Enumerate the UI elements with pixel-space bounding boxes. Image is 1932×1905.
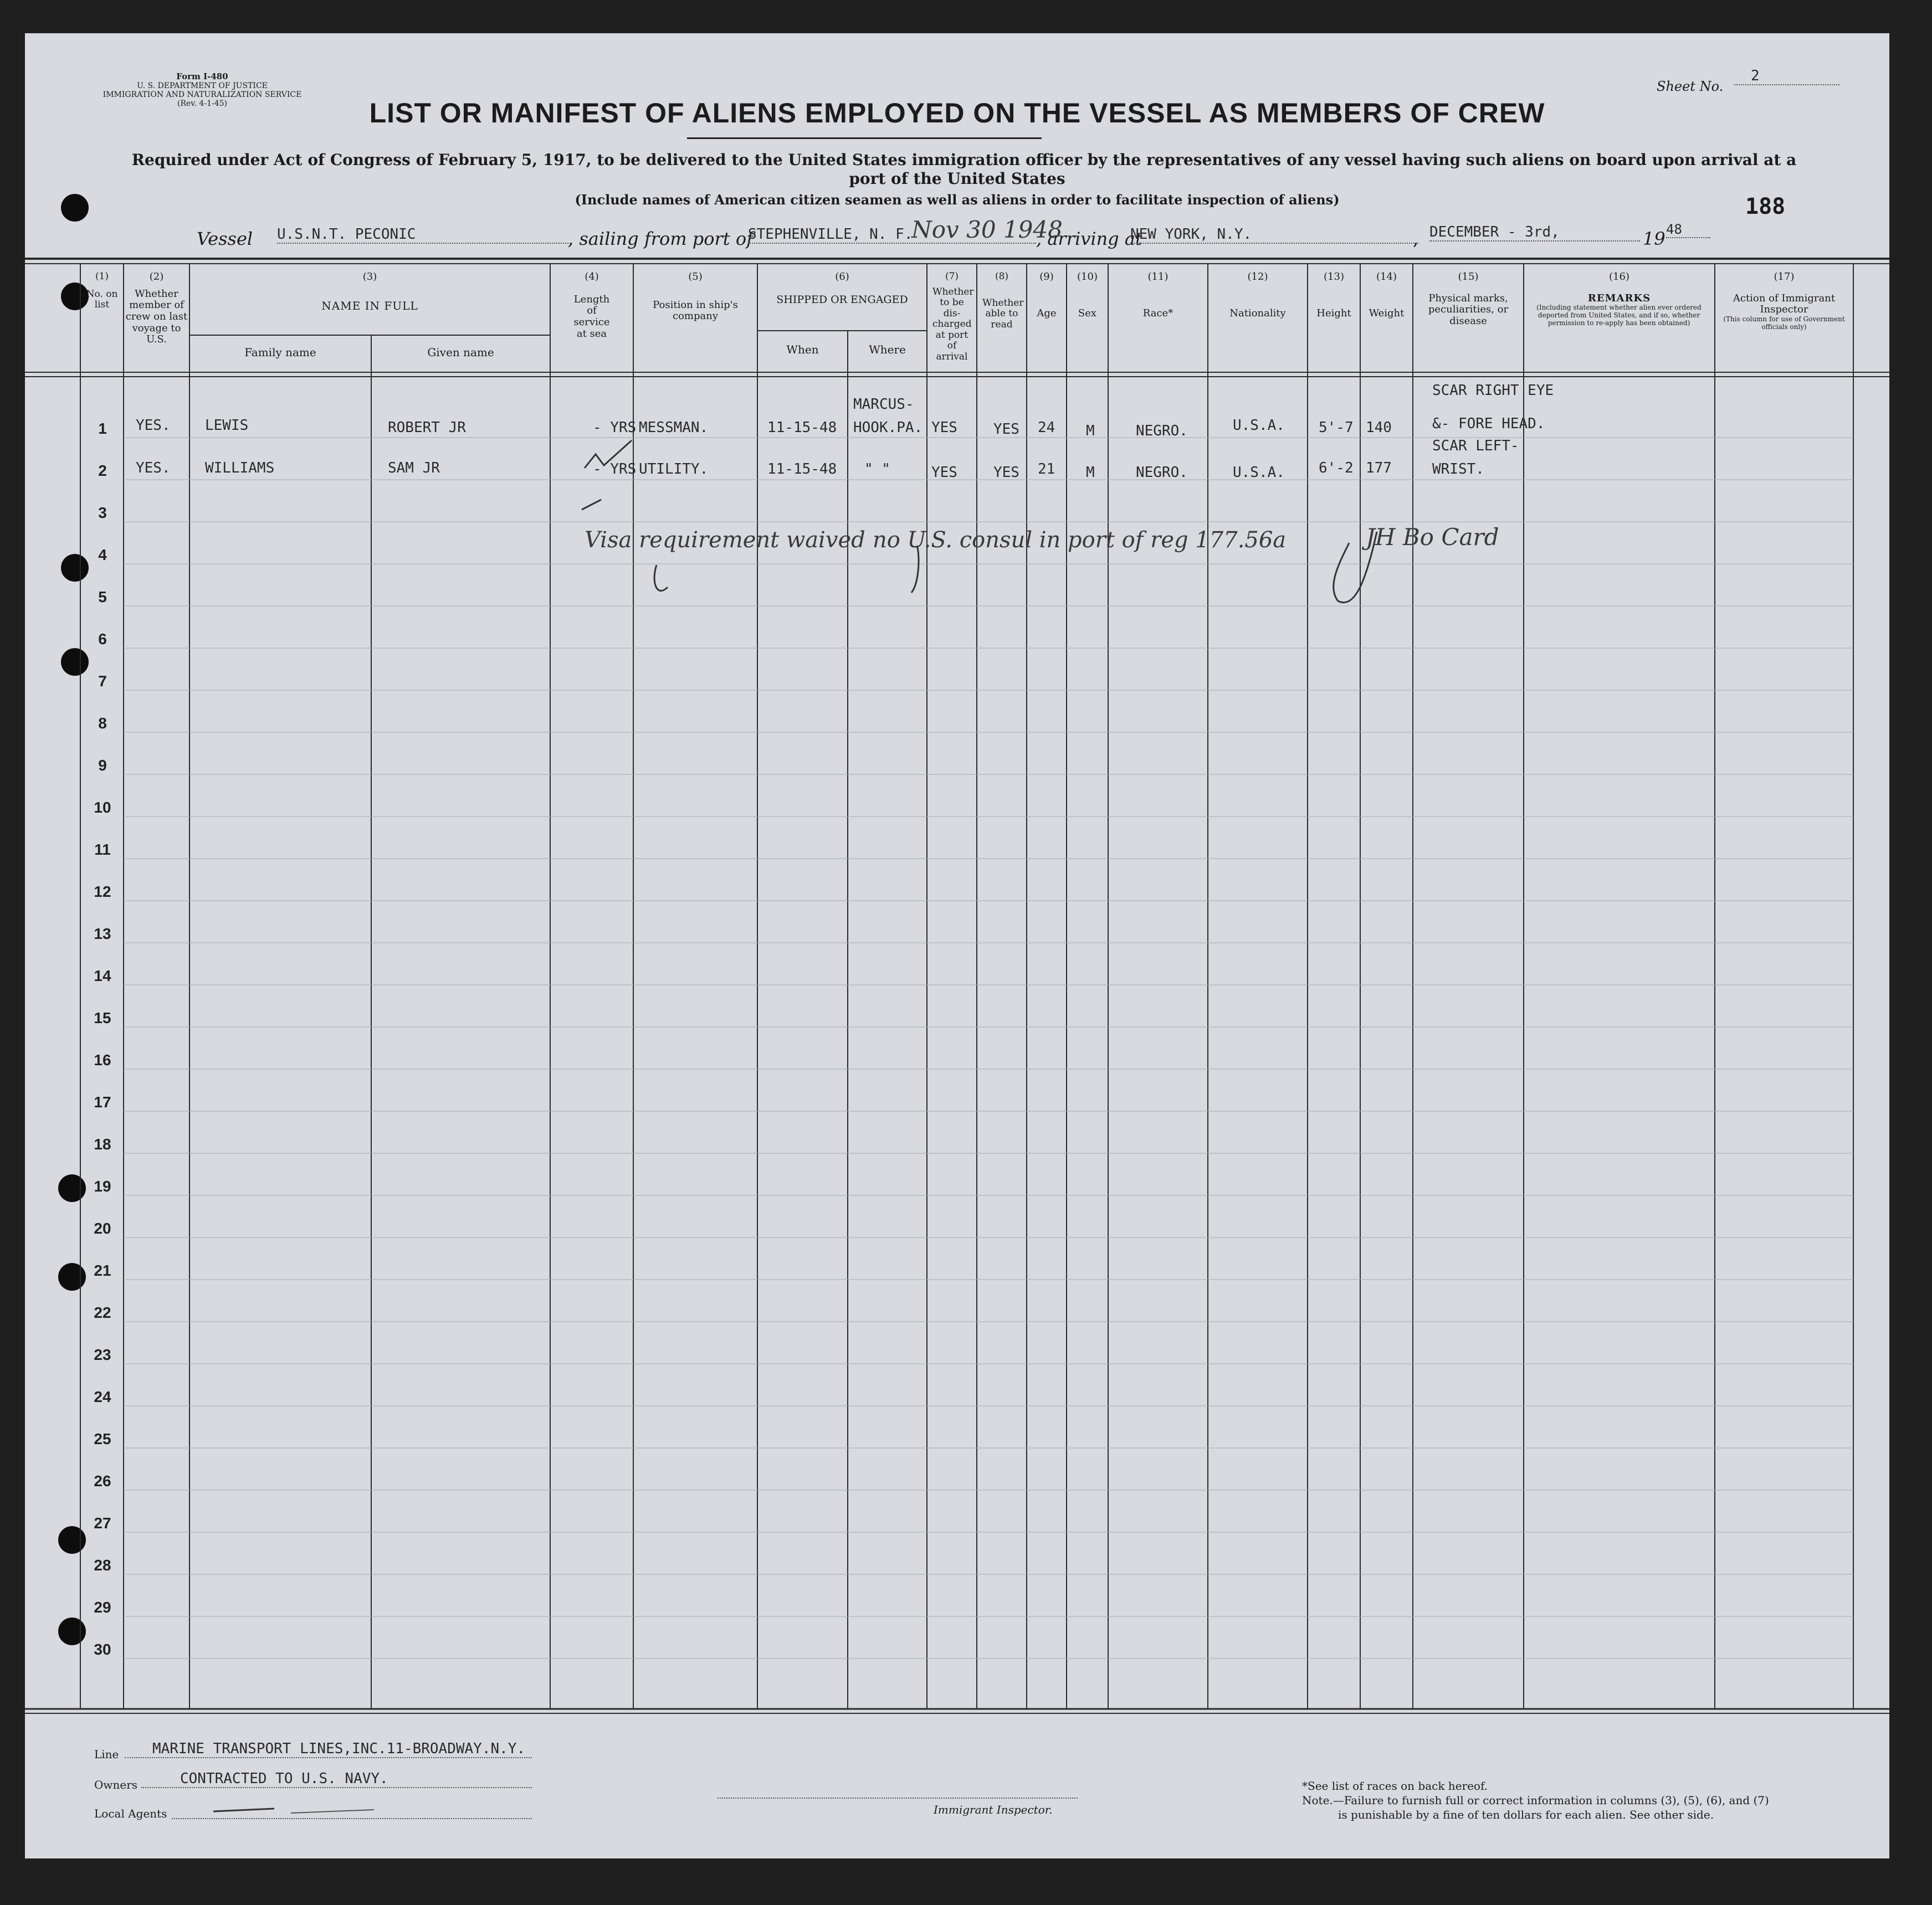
visa-waiver-note: Visa requirement waived [585,527,865,553]
col-14-header [1360,271,1413,319]
col-num: (10) [1077,271,1098,283]
cell-race: NEGRO. [1136,464,1188,481]
row-number: 29 [94,1599,111,1616]
cell-marks: SCAR RIGHT EYE [1432,382,1554,399]
row-number: 25 [94,1430,111,1447]
col-10-header [1067,271,1108,319]
col-4-header [550,271,633,340]
arrival-date-value: DECEMBER - 3rd, [1429,224,1640,242]
row-number: 6 [98,630,107,648]
col-label: REMARKS [1587,292,1651,304]
cell-member: YES. [136,417,171,434]
col-label: Sex [1078,307,1097,319]
penalty-note-1: Note.—Failure to furnish full or correct information in columns (3), (5), (6), and (7) [1302,1794,1769,1807]
penalty-note-2: is punishable by a fine of ten dollars for each alien. See other side. [1338,1808,1714,1821]
cell-age: 21 [1038,461,1055,477]
form-number: Form I-480 [176,71,228,81]
row-number: 2 [98,462,107,479]
col-num: (9) [1039,271,1054,283]
row-number: 7 [98,672,107,690]
ruled-lines [124,438,1853,1658]
cell-sex: M [1086,464,1095,481]
cell-when: 11-15-48 [767,419,837,436]
cell-where: MARCUS- [853,396,914,413]
stamp-number: 188 [1745,194,1786,219]
port-from-value: STEPHENVILLE, N. F. [748,226,1036,244]
col-label: Whether member of crew on last voyage to U.S. [125,287,188,346]
form-service: IMMIGRATION AND NATURALIZATION SERVICE [103,90,302,100]
row-number: 18 [94,1136,111,1153]
row-number: 8 [98,715,107,732]
cell-where: " " [864,461,890,477]
sheet-no-value: 2 [1734,68,1839,85]
cell-given-name: ROBERT JR [388,419,466,436]
cell-service: - YRS [593,419,637,436]
col-num: (2) [149,271,164,283]
col-num: (17) [1774,271,1795,283]
col-17-header [1715,271,1853,331]
col-6b-header: Where [869,343,906,356]
col-num: (16) [1609,271,1629,283]
col-5-header [633,271,757,322]
vessel-label: Vessel [197,228,253,249]
col-label: No. on list [86,288,118,311]
col-num: (14) [1376,271,1397,283]
form-dept: U. S. DEPARTMENT OF JUSTICE [137,81,268,91]
agents-dash-marks [208,1803,407,1820]
col-num: (13) [1324,271,1344,283]
immigrant-inspector-label: Immigrant Inspector. [934,1803,1053,1816]
cell-height: 5'-7 [1319,419,1354,436]
comma-sep: , [1413,228,1419,249]
cell-nationality: U.S.A. [1233,464,1285,481]
sheet-no-label: Sheet No. [1657,79,1724,94]
handwritten-date: Nov 30 1948 [911,216,1063,243]
col-label: Race* [1142,307,1173,319]
inspector-signature-line [718,1798,1078,1799]
col-7-header [927,271,977,362]
col-label: Physical marks, peculiarities, or disease [1428,292,1509,327]
arriving-label: , arriving at [1036,228,1142,249]
row-number: 28 [94,1557,111,1574]
row-number: 12 [94,883,111,900]
col-15-header [1413,271,1524,327]
manifest-sheet [25,33,1889,1858]
col-3b-header: Given name [427,346,494,359]
col-label: Weight [1369,307,1405,319]
row-number: 26 [94,1472,111,1490]
row-number: 24 [94,1388,111,1405]
cell-discharged: YES [931,419,957,436]
cell-member: YES. [136,460,171,476]
cell-when: 11-15-48 [767,461,837,477]
subtitle-line-1: Required under Act of Congress of February 5, 1917, to be delivered to the United States immigration officer by the representatives of any vessel having such aliens on board upon arrival at a [131,151,1797,169]
cell-marks: SCAR LEFT- [1432,438,1519,454]
row-number: 10 [94,799,111,816]
year-prefix: 19 [1643,228,1665,249]
row-number: 16 [94,1051,111,1069]
col-num: (3) [362,271,377,283]
vessel-value: U.S.N.T. PECONIC [277,226,571,244]
col-6a-header: When [786,343,819,356]
row-number: 11 [94,841,111,858]
col-label: NAME IN FULL [321,299,418,312]
col-6-header [757,271,927,306]
port-to-value: NEW YORK, N.Y. [1130,226,1418,244]
col-8-header [977,271,1027,330]
col-num: (11) [1147,271,1169,283]
subtitle-line-2: port of the United States [849,170,1065,188]
cell-read: YES [993,421,1019,438]
col-num: (1) [95,271,109,282]
races-note: *See list of races on back hereof. [1302,1779,1488,1793]
cell-read: YES [993,464,1019,481]
row-number: 21 [94,1262,111,1279]
page-title: LIST OR MANIFEST OF ALIENS EMPLOYED ON THE VESSEL AS MEMBERS OF CREW [369,97,1545,129]
row-number: 4 [98,546,107,563]
col-num: (12) [1247,271,1268,283]
col-num: (5) [688,271,703,283]
row-number: 30 [94,1641,111,1658]
col-num: (6) [835,271,849,283]
line-label: Line [94,1748,119,1761]
col-num: (4) [585,271,599,283]
cell-family-name: LEWIS [205,417,249,434]
row-number: 19 [94,1178,111,1195]
service-strike-mark-2 [582,500,601,510]
col-label: Length of service at sea [573,293,610,340]
col-13-header [1308,271,1360,319]
col-label: Height [1316,307,1351,319]
col-9-header [1027,271,1067,319]
col-note: (This column for use of Government officials only) [1723,315,1845,331]
consul-note: no U.S. consul in port of reg 177.56a [873,527,1287,553]
row-number: 1 [98,420,107,437]
sailing-label: , sailing from port of [568,228,753,249]
row-number: 14 [94,967,111,984]
cell-weight: 177 [1366,460,1392,476]
owners-value: CONTRACTED TO U.S. NAVY. [141,1770,532,1788]
col-3a-header: Family name [244,346,316,359]
col-label: Age [1037,307,1057,319]
col-16-header [1524,271,1715,327]
row-number: 20 [94,1220,111,1237]
cell-height: 6'-2 [1319,460,1354,476]
inspector-initials: JH Bo Card [1366,523,1499,551]
col-2-header [124,271,189,346]
row-number: 3 [98,504,107,521]
row-number: 13 [94,925,111,942]
col-3-header [189,271,550,312]
cell-given-name: SAM JR [388,460,440,476]
cell-race: NEGRO. [1136,423,1188,439]
row-number: 17 [94,1093,111,1111]
cell-family-name: WILLIAMS [205,460,275,476]
col-12-header [1208,271,1308,319]
row-number: 22 [94,1304,111,1321]
row-number: 9 [98,757,107,774]
row-number: 23 [94,1346,111,1363]
subtitle-line-3: (Include names of American citizen seamen as well as aliens in order to facilitate inspection of aliens) [575,192,1340,208]
handwriting-descender [654,565,668,591]
cell-where-2: HOOK.PA. [853,419,923,436]
col-label: Whether able to read [982,297,1024,330]
col-label: Action of Immigrant Inspector [1733,292,1836,316]
cell-age: 24 [1038,419,1055,436]
cell-nationality: U.S.A. [1233,417,1285,434]
col-note: (Including statement whether alien ever ordered deported from United States, and if so, whether permission to re-apply has been obtained) [1536,304,1702,327]
cell-marks-2: &- FORE HEAD. [1432,415,1545,432]
row-number: 5 [98,588,107,605]
row-number: 27 [94,1514,111,1532]
form-rev: (Rev. 4-1-45) [177,99,227,109]
cell-position: MESSMAN. [639,419,709,436]
col-11-header [1108,271,1208,319]
col-num: (7) [945,271,959,282]
col-label: Whether to be dis-charged at port of arrival [932,286,974,362]
owners-label: Owners [94,1778,138,1791]
cell-discharged: YES [931,464,957,481]
local-agents-label: Local Agents [94,1807,167,1820]
line-value: MARINE TRANSPORT LINES,INC.11-BROADWAY.N.Y. [125,1740,532,1758]
cell-position: UTILITY. [639,461,709,477]
col-1-header [80,271,124,311]
cell-service: - YRS [593,461,637,477]
col-label: Position in ship's company [653,299,738,322]
cell-sex: M [1086,423,1095,439]
col-label: SHIPPED OR ENGAGED [776,293,908,306]
col-label: Nationality [1229,307,1286,319]
cell-marks-2: WRIST. [1432,461,1484,477]
row-number: 15 [94,1009,111,1026]
cell-weight: 140 [1366,419,1392,436]
year-suffix: 48 [1666,222,1710,238]
col-num: (15) [1458,271,1479,283]
col-num: (8) [995,271,1009,282]
